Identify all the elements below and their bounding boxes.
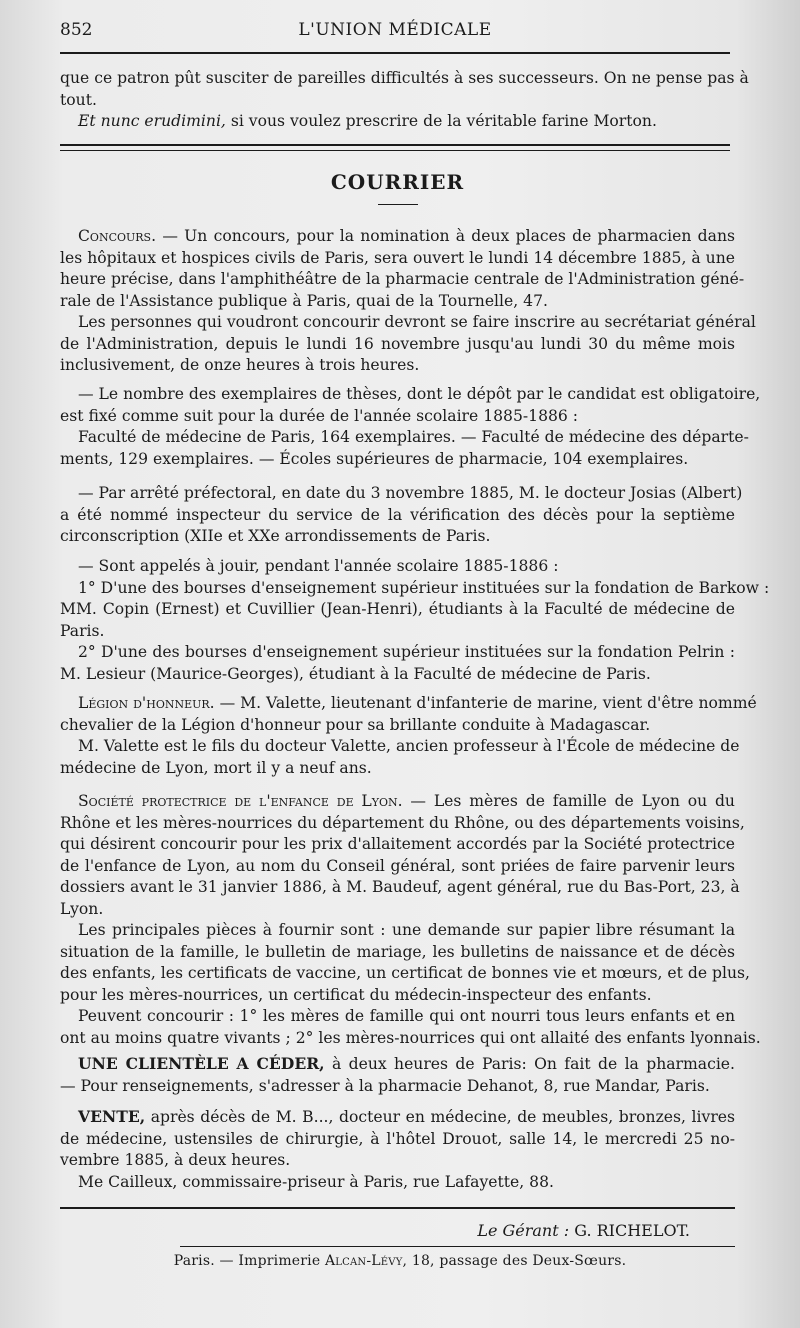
societe-line: pour les mères-nourrices, un certificat du médecin-inspecteur des enfants.: [60, 985, 652, 1004]
vente-line: vembre 1885, à deux heures.: [60, 1151, 291, 1169]
section-title: COURRIER: [330, 170, 465, 194]
bourses-line: Paris.: [60, 621, 105, 640]
arrete-line: a été nommé inspecteur du service de la vérification des décès pour la septième: [60, 505, 735, 524]
arrete-line: — Par arrêté préfectoral, en date du 3 novembre 1885, M. le docteur Josias (Albert): [78, 484, 743, 502]
section-rule-top: [60, 144, 730, 146]
societe-label: Société protectrice de l'enfance de Lyon.: [78, 792, 403, 810]
header-rule: [60, 52, 730, 54]
theses-line: ments, 129 exemplaires. — Écoles supérieures de pharmacie, 104 exemplaires.: [60, 449, 689, 468]
vente-line-rest: après décès de M. B..., docteur en médecine, de meubles, bronzes, livres: [145, 1108, 735, 1126]
clientele-notice: [60, 1053, 735, 1097]
bourses-line: 2° D'une des bourses d'enseignement supérieur instituées sur la fondation Pelrin :: [78, 643, 735, 661]
vente-label: VENTE,: [78, 1107, 146, 1126]
societe-line: ont au moins quatre vivants ; 2° les mères-nourrices qui ont allaité des enfants lyonnais.: [60, 1028, 761, 1047]
concours-label: Concours.: [78, 227, 157, 245]
clientele-line: — Pour renseignements, s'adresser à la pharmacie Dehanot, 8, rue Mandar, Paris.: [60, 1076, 710, 1095]
concours-paragraph: [60, 226, 756, 377]
vente-line: de médecine, ustensiles de chirurgie, à l'hôtel Drouot, salle 14, le mercredi 25 no-: [60, 1129, 735, 1148]
running-head: [60, 20, 730, 46]
clientele-line: [60, 1053, 735, 1076]
societe-line: Rhône et les mères-nourrices du département du Rhône, ou des départements voisins,: [60, 813, 745, 832]
bourses-line: MM. Copin (Ernest) et Cuvillier (Jean-Henri), étudiants à la Faculté de médecine de: [60, 600, 735, 618]
legion-paragraph: [60, 693, 757, 779]
vente-line: [60, 1106, 735, 1129]
bourses-line: M. Lesieur (Maurice-Georges), étudiant à la Faculté de médecine de Paris.: [60, 664, 651, 683]
societe-line: Les principales pièces à fournir sont : une demande sur papier libre résumant la: [78, 921, 735, 939]
imprint-printer: Alcan-Lévy: [325, 1253, 403, 1269]
clientele-label: UNE CLIENTÈLE A CÉDER,: [78, 1054, 325, 1073]
legion-line-rest: — M. Valette, lieutenant d'infanterie de marine, vient d'être nommé: [214, 694, 757, 712]
arrete-paragraph: [60, 483, 743, 548]
bourses-paragraph: [60, 556, 770, 685]
theses-line: Faculté de médecine de Paris, 164 exemplaires. — Faculté de médecine des départe-: [78, 428, 749, 446]
societe-paragraph: [60, 791, 761, 1049]
vente-line: Me Cailleux, commissaire-priseur à Paris, rue Lafayette, 88.: [78, 1172, 554, 1191]
gerant-name: G. RICHELOT.: [569, 1221, 690, 1240]
societe-line: de l'enfance de Lyon, au nom du Conseil général, sont priées de faire parvenir leurs: [60, 856, 735, 875]
legion-line: chevalier de la Légion d'honneur pour sa brillante conduite à Madagascar.: [60, 715, 651, 734]
intro-text: [60, 68, 749, 133]
gerant-signature: [477, 1221, 690, 1240]
societe-line: qui désirent concourir pour les prix d'allaitement accordés par la Société protectrice: [60, 835, 735, 853]
title-underline: [378, 204, 418, 205]
theses-line: — Le nombre des exemplaires de thèses, dont le dépôt par le candidat est obligatoire,: [78, 385, 761, 403]
section-rule-bottom: [60, 150, 730, 151]
clientele-line-rest: à deux heures de Paris: On fait de la pharmacie.: [324, 1055, 735, 1073]
intro-line: tout.: [60, 90, 97, 109]
legion-line: M. Valette est le fils du docteur Valette, ancien professeur à l'École de médecine de: [78, 737, 740, 755]
concours-line: heure précise, dans l'amphithéâtre de la pharmacie centrale de l'Administration géné-: [60, 270, 745, 288]
footer-rule-top: [60, 1207, 735, 1209]
legion-line: [60, 693, 757, 715]
gerant-label: Le Gérant :: [477, 1221, 570, 1240]
societe-line-rest: — Les mères de famille de Lyon ou du: [402, 792, 735, 810]
vente-notice: [60, 1106, 735, 1193]
concours-line: [60, 226, 735, 248]
journal-title: L'UNION MÉDICALE: [298, 20, 492, 40]
arrete-line: circonscription (XIIe et XXe arrondissements de Paris.: [60, 527, 491, 545]
concours-line: rale de l'Assistance publique à Paris, quai de la Tournelle, 47.: [60, 291, 548, 310]
legion-label: Légion d'honneur.: [78, 694, 215, 712]
societe-line: Peuvent concourir : 1° les mères de famille qui ont nourri tous leurs enfants et en: [78, 1007, 735, 1025]
societe-line: Lyon.: [60, 899, 104, 918]
imprint-end: , 18, passage des Deux-Sœurs.: [402, 1253, 627, 1269]
theses-line: est fixé comme suit pour la durée de l'année scolaire 1885-1886 :: [60, 406, 579, 425]
bourses-line: — Sont appelés à jouir, pendant l'année scolaire 1885-1886 :: [78, 557, 559, 575]
societe-line: des enfants, les certificats de vaccine, un certificat de bonnes vie et mœurs, et de plus,: [60, 964, 750, 982]
bourses-line: 1° D'une des bourses d'enseignement supérieur instituées sur la fondation de Barkow :: [78, 578, 770, 597]
intro-line-rest: si vous voulez prescrire de la véritable farine Morton.: [225, 112, 657, 130]
concours-line: de l'Administration, depuis le lundi 16 novembre jusqu'au lundi 30 du même mois: [60, 334, 735, 353]
concours-line: les hôpitaux et hospices civils de Paris, sera ouvert le lundi 14 décembre 1885, à une: [60, 248, 735, 267]
intro-line: [60, 111, 735, 133]
concours-line-rest: — Un concours, pour la nomination à deux places de pharmacien dans: [156, 227, 735, 245]
latin-phrase: Et nunc erudimini,: [78, 112, 226, 130]
footer-rule-bottom: [180, 1246, 735, 1247]
page-number: 852: [60, 20, 93, 40]
societe-line: situation de la famille, le bulletin de mariage, les bulletins de naissance et de décès: [60, 942, 735, 961]
concours-line: Les personnes qui voudront concourir devront se faire inscrire au secrétariat général: [78, 313, 756, 331]
theses-paragraph: [60, 384, 761, 470]
concours-line: inclusivement, de onze heures à trois heures.: [60, 356, 420, 374]
societe-line: [60, 791, 735, 813]
imprint-line: [0, 1253, 800, 1269]
legion-line: médecine de Lyon, mort il y a neuf ans.: [60, 758, 372, 777]
societe-line: dossiers avant le 31 janvier 1886, à M. Baudeuf, agent général, rue du Bas-Port, 23, à: [60, 878, 740, 896]
intro-line: que ce patron pût susciter de pareilles difficultés à ses successeurs. On ne pense pas à: [60, 69, 749, 87]
imprint-start: Paris. — Imprimerie: [173, 1253, 325, 1269]
